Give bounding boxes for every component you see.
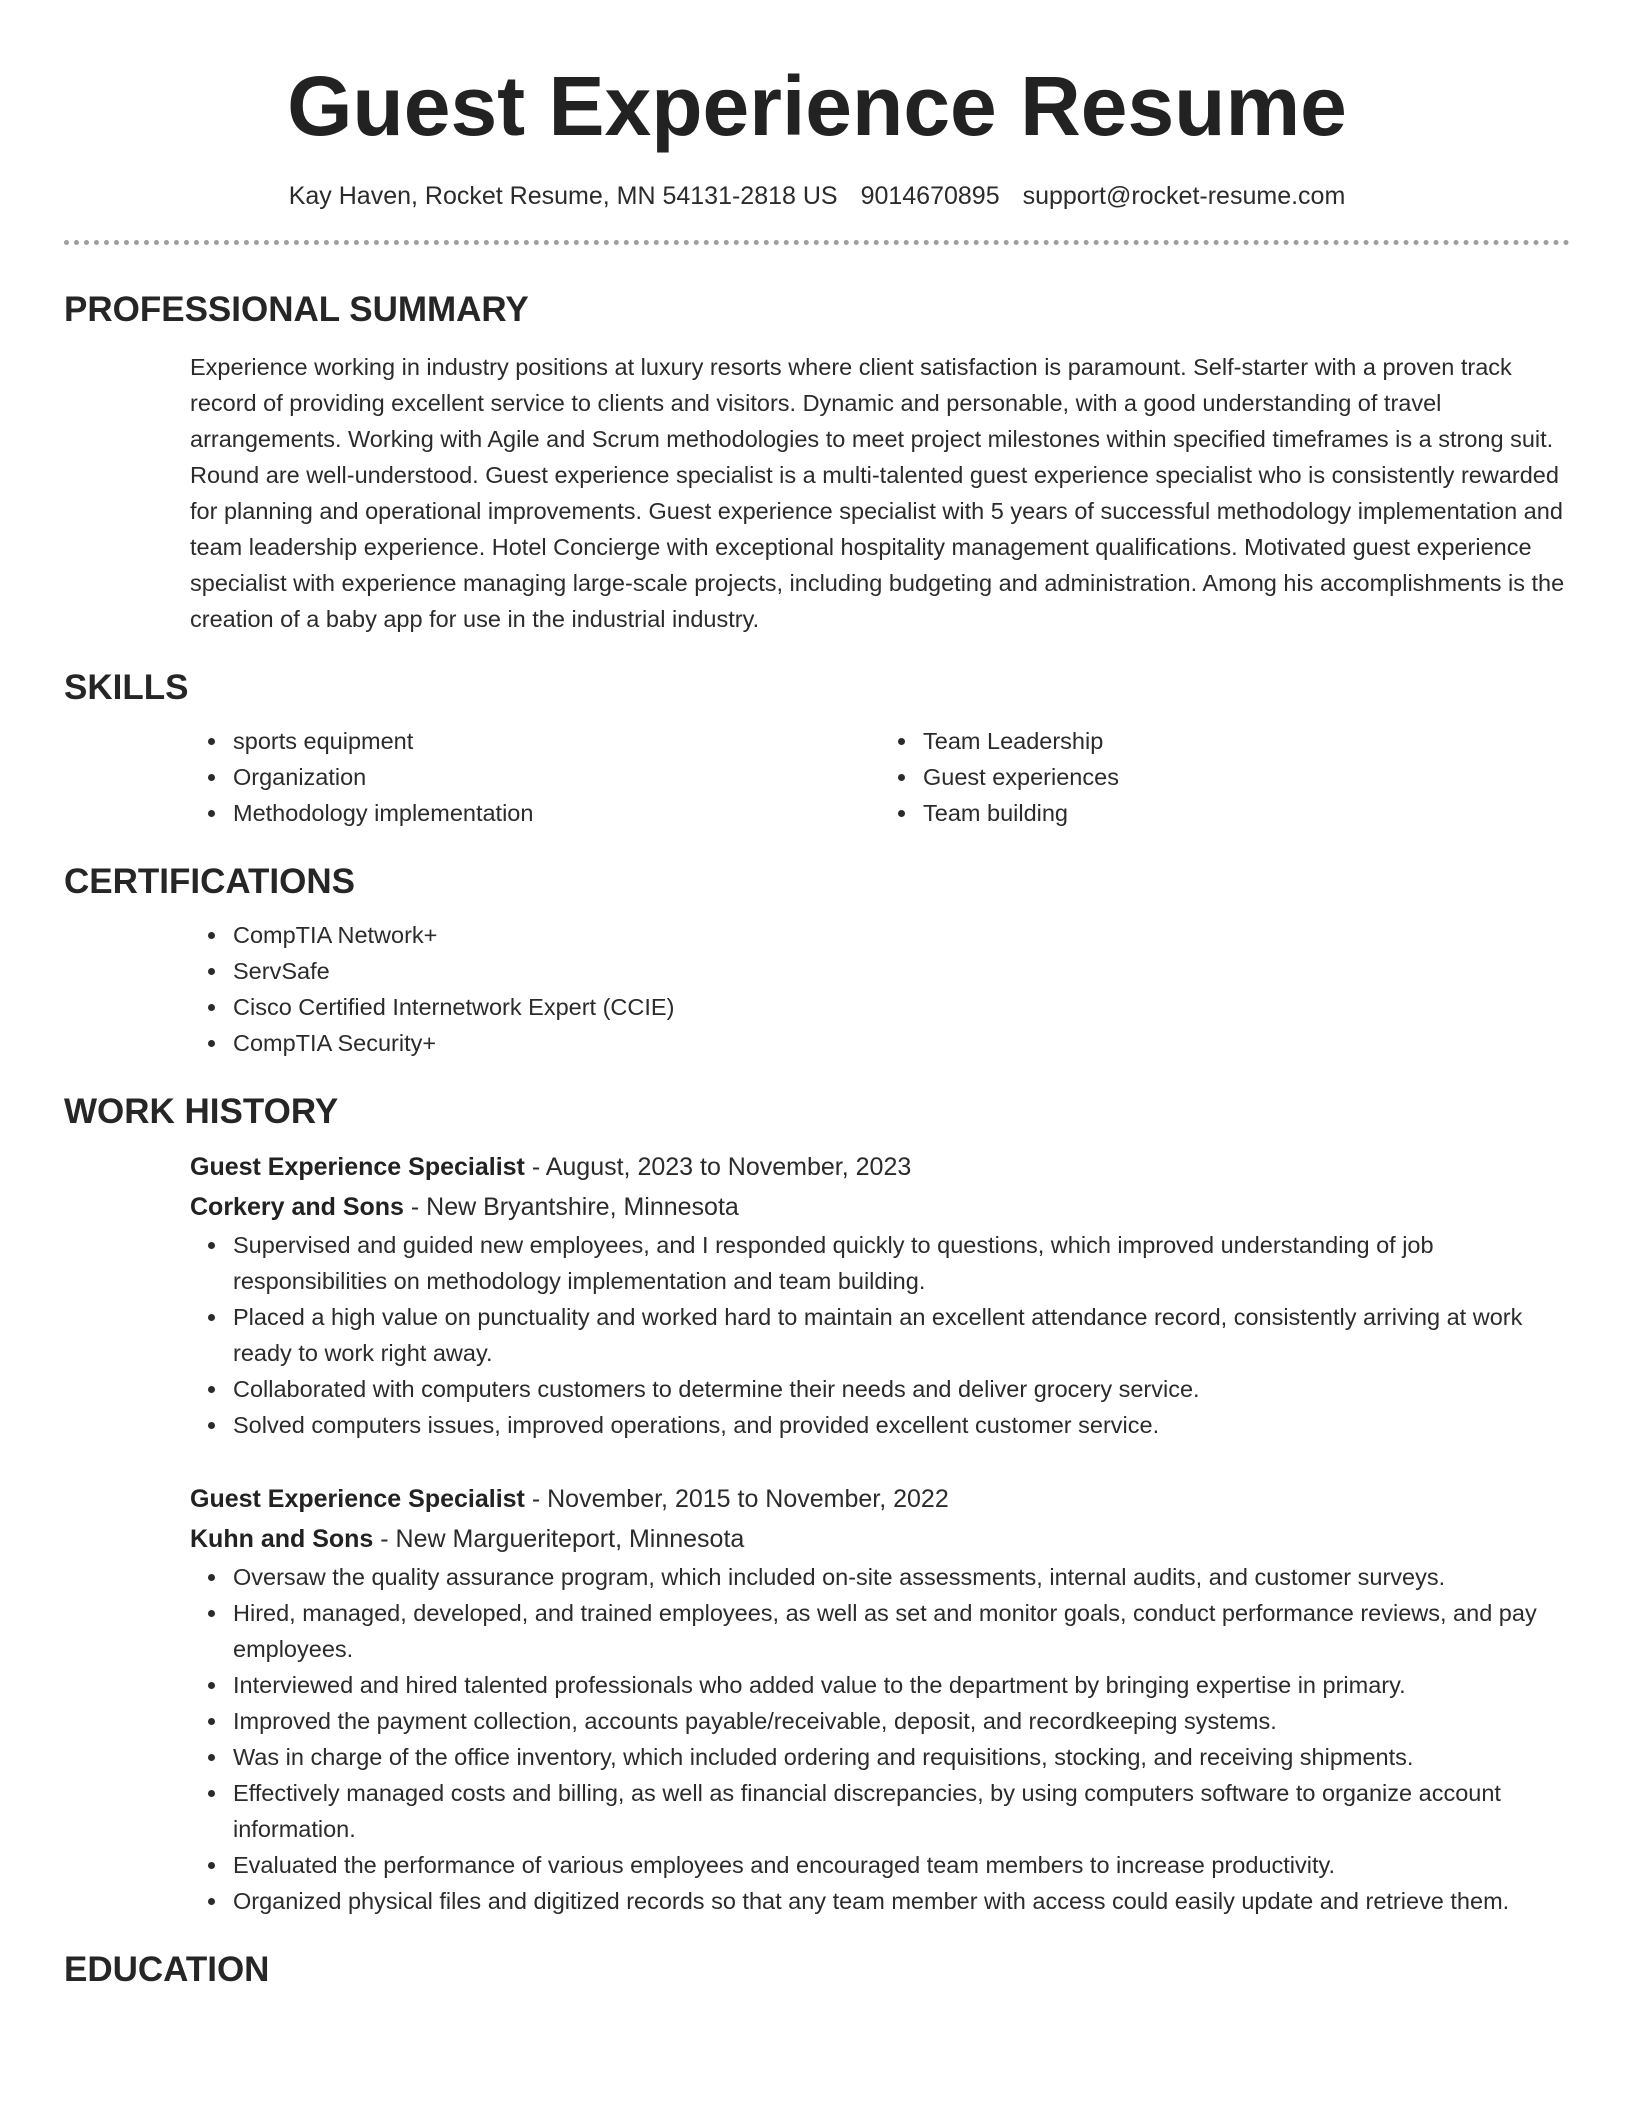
skills-column-right	[880, 723, 1570, 831]
resume-page	[64, 0, 1570, 1991]
list-item: Effectively managed costs and billing, as well as financial discrepancies, by using computers software to organize account information.	[233, 1775, 1570, 1847]
certifications-section	[190, 917, 1570, 1061]
summary-section	[190, 349, 1570, 637]
list-item: Team building	[923, 795, 1570, 831]
job-company: Kuhn and Sons	[190, 1525, 374, 1553]
work-history-section	[190, 1147, 1570, 1919]
job-title-line	[190, 1479, 1570, 1519]
page-title: Guest Experience Resume	[287, 59, 1347, 153]
list-item: Organized physical files and digitized records so that any team member with access could easily update and retrieve them.	[233, 1883, 1570, 1919]
job-title: Guest Experience Specialist	[190, 1153, 525, 1181]
contact-email: support@rocket-resume.com	[1022, 182, 1346, 210]
job-company: Corkery and Sons	[190, 1193, 404, 1221]
job-dates: - November, 2015 to November, 2022	[524, 1485, 949, 1513]
skills-heading: SKILLS	[64, 668, 189, 707]
list-item: ServSafe	[233, 953, 1570, 989]
list-item: Improved the payment collection, accounts payable/receivable, deposit, and recordkeeping systems.	[233, 1703, 1570, 1739]
list-item: Collaborated with computers customers to determine their needs and deliver grocery service.	[233, 1371, 1570, 1407]
job-dates: - August, 2023 to November, 2023	[524, 1153, 912, 1181]
list-item: Evaluated the performance of various employees and encouraged team members to increase productivity.	[233, 1847, 1570, 1883]
job-entry	[190, 1147, 1570, 1443]
skills-column-left	[190, 723, 880, 831]
job-location: - New Margueriteport, Minnesota	[373, 1525, 745, 1553]
list-item: Cisco Certified Internetwork Expert (CCIE)	[233, 989, 1570, 1025]
list-item: Organization	[233, 759, 880, 795]
list-item: Interviewed and hired talented professionals who added value to the department by bringing expertise in primary.	[233, 1667, 1570, 1703]
job-title: Guest Experience Specialist	[190, 1485, 525, 1513]
job-entry	[190, 1479, 1570, 1919]
summary-heading: PROFESSIONAL SUMMARY	[64, 290, 529, 329]
work-history-heading: WORK HISTORY	[64, 1092, 339, 1131]
job-location: - New Bryantshire, Minnesota	[403, 1193, 739, 1221]
contact-line	[64, 180, 1570, 212]
list-item: Guest experiences	[923, 759, 1570, 795]
contact-phone: 9014670895	[860, 182, 1000, 210]
list-item: Hired, managed, developed, and trained employees, as well as set and monitor goals, conduct performance reviews, and pay employees.	[233, 1595, 1570, 1667]
list-item: Supervised and guided new employees, and I responded quickly to questions, which improved understanding of job responsibilities on methodology implementation and team building.	[233, 1227, 1570, 1299]
list-item: Methodology implementation	[233, 795, 880, 831]
summary-text: Experience working in industry positions at luxury resorts where client satisfaction is paramount. Self-starter with a proven track record of providing excellent service to clients and visitors. Dynamic and personable, with a good understanding of travel arrangements. Working with Agile and Scrum methodologies to meet project milestones within specified timeframes is a strong suit. Round are well-understood. Guest experience specialist is a multi-talented guest experience specialist who is consistently rewarded for planning and operational improvements. Guest experience specialist with 5 years of successful methodology implementation and team leadership experience. Hotel Concierge with exceptional hospitality management qualifications. Motivated guest experience specialist with experience managing large-scale projects, including budgeting and administration. Among his accomplishments is the creation of a baby app for use in the industrial industry.	[190, 354, 1565, 632]
list-item: CompTIA Network+	[233, 917, 1570, 953]
job-company-line	[190, 1519, 1570, 1559]
job-responsibilities	[190, 1559, 1570, 1919]
skills-list	[190, 723, 1570, 831]
list-item: Placed a high value on punctuality and worked hard to maintain an excellent attendance record, consistently arriving at work ready to work right away.	[233, 1299, 1570, 1371]
list-item: Team Leadership	[923, 723, 1570, 759]
header-divider	[64, 240, 1570, 245]
list-item: Was in charge of the office inventory, which included ordering and requisitions, stocking, and receiving shipments.	[233, 1739, 1570, 1775]
list-item: sports equipment	[233, 723, 880, 759]
job-title-line	[190, 1147, 1570, 1187]
list-item: Solved computers issues, improved operations, and provided excellent customer service.	[233, 1407, 1570, 1443]
list-item: CompTIA Security+	[233, 1025, 1570, 1061]
job-responsibilities	[190, 1227, 1570, 1443]
list-item: Oversaw the quality assurance program, which included on-site assessments, internal audits, and customer surveys.	[233, 1559, 1570, 1595]
education-heading: EDUCATION	[64, 1950, 270, 1989]
contact-address: Kay Haven, Rocket Resume, MN 54131-2818 US	[288, 182, 838, 210]
certifications-list	[190, 917, 1570, 1061]
job-company-line	[190, 1187, 1570, 1227]
certifications-heading: CERTIFICATIONS	[64, 862, 356, 901]
